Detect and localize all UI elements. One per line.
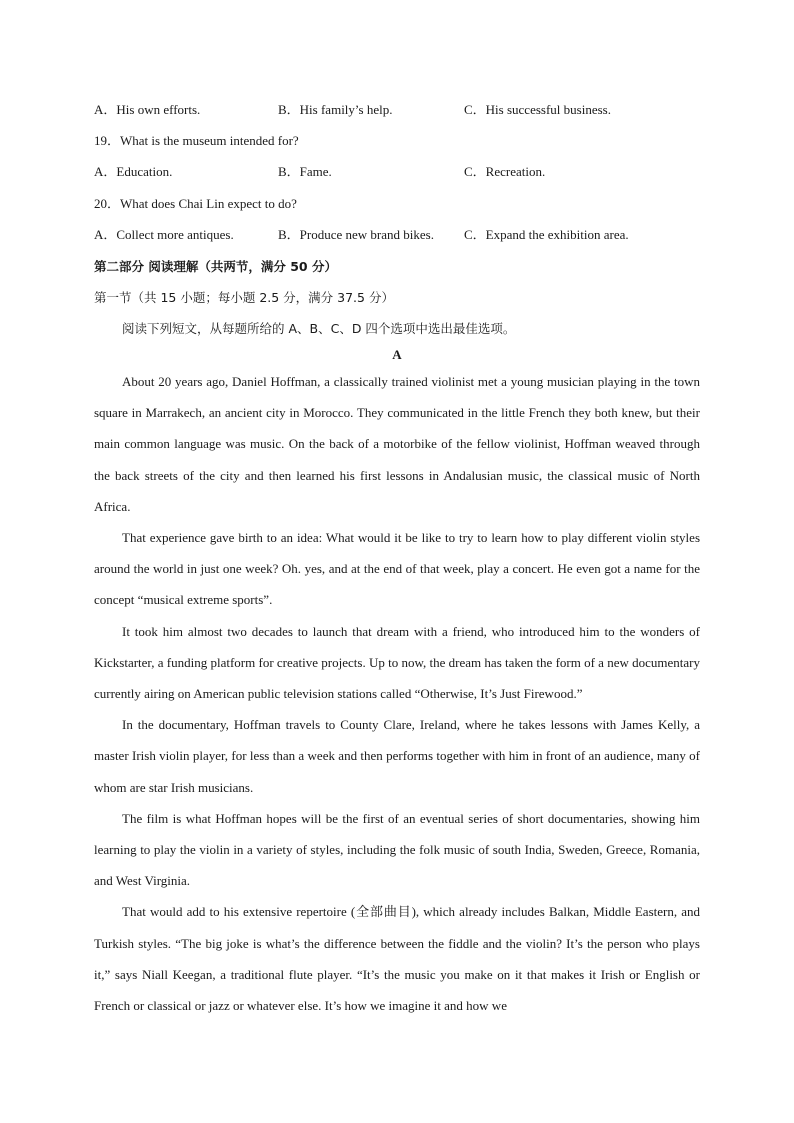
q18-options — [94, 100, 714, 120]
paragraph-2: That experience gave birth to an idea: What would it be like to try to learn how to play different violin styles around the world in just one week? Oh. yes, and at the end of that week, play a concert. He even got a name for the concept “musical extreme sports”. — [94, 530, 700, 608]
q19-option-a[interactable]: A．Education. — [94, 164, 173, 179]
q19-options — [94, 162, 714, 182]
q20-options — [94, 225, 714, 245]
q18-option-c[interactable]: C．His successful business. — [464, 102, 611, 117]
section1-heading: 第一节（共 15 小题；每小题 2.5 分，满分 37.5 分） — [94, 290, 394, 305]
q19-option-c[interactable]: C．Recreation. — [464, 164, 546, 179]
paragraph-5: The film is what Hoffman hopes will be the first of an eventual series of short documentaries, showing him learning to play the violin in a variety of styles, including the folk music of south India, Sweden, Greece, Romania, and West Virginia. — [94, 810, 700, 889]
paragraph-4: In the documentary, Hoffman travels to County Clare, Ireland, where he takes lessons with James Kelly, a master Irish violin player, for less than a week and then performs together with him in front of an audience, many of whom are star Irish musicians. — [94, 717, 700, 795]
q18-option-a[interactable]: A．His own efforts. — [94, 102, 201, 117]
passage-a — [94, 366, 700, 1021]
q20-option-a[interactable]: A．Collect more antiques. — [94, 227, 234, 242]
paragraph-3: It took him almost two decades to launch that dream with a friend, who introduced him to the wonders of Kickstarter, a funding platform for creative projects. Up to now, the dream has taken the form of a new documentary currently airing on American public television stations called “Otherwise, It’s Just Firewood.” — [94, 623, 700, 702]
q18-option-b[interactable]: B．His family’s help. — [278, 102, 393, 117]
q19-question: 19．What is the museum intended for? — [94, 133, 299, 148]
passage-label: A — [392, 347, 402, 362]
part2-heading: 第二部分 阅读理解（共两节，满分 50 分） — [94, 259, 337, 274]
q19-option-b[interactable]: B．Fame. — [278, 164, 332, 179]
paragraph-1: About 20 years ago, Daniel Hoffman, a classically trained violinist met a young musician playing in the town square in Marrakech, an ancient city in Morocco. They communicated in the little French they both knew, but their main common language was music. On the back of a motorbike of the fellow violinist, Hoffman weaved through the back streets of the city and then learned his first lessons in Andalusian music, the classical music of North Africa. — [94, 374, 700, 514]
reading-instruction: 阅读下列短文，从每题所给的 A、B、C、D 四个选项中选出最佳选项。 — [122, 321, 516, 336]
paragraph-6: That would add to his extensive repertoire (全部曲目), which already includes Balkan, Middle Eastern, and Turkish styles. “The big joke is what’s the difference between the fiddle and the violin? It’s the person who plays it,” says Niall Keegan, a traditional flute player. “It’s the music you make on it that makes it Irish or English or French or classical or jazz or whatever else. It’s how we imagine it and how we — [94, 904, 700, 1014]
q20-option-b[interactable]: B．Produce new brand bikes. — [278, 227, 434, 242]
q20-option-c[interactable]: C．Expand the exhibition area. — [464, 227, 629, 242]
q20-question: 20．What does Chai Lin expect to do? — [94, 196, 297, 211]
